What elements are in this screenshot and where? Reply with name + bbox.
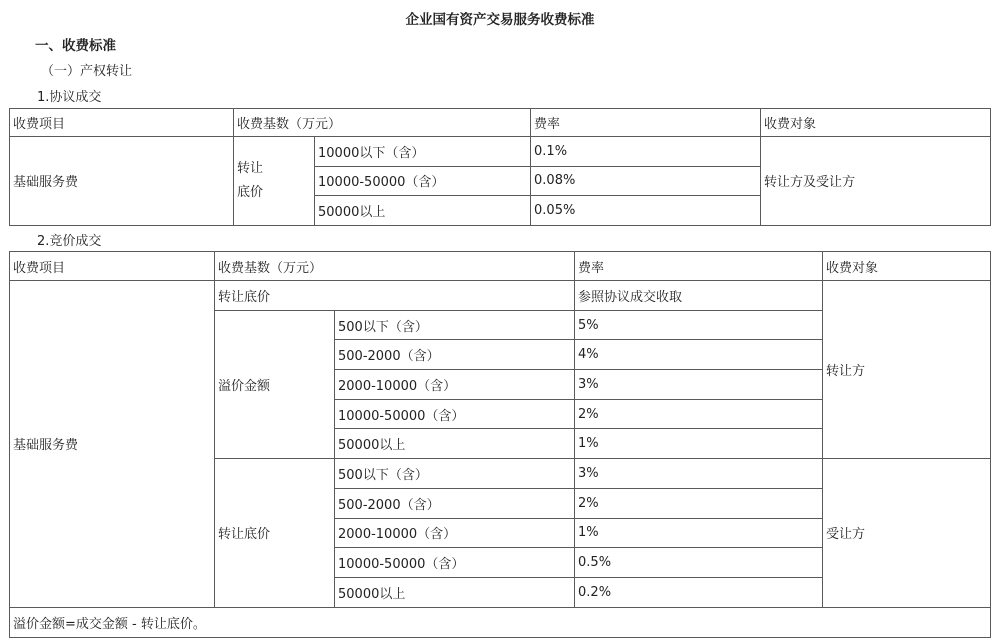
range-cell: 50000以上 — [315, 196, 531, 226]
range-cell: 500-2000（含） — [335, 340, 575, 370]
target-cell: 转让方 — [823, 281, 991, 459]
rate-cell: 1% — [575, 518, 823, 548]
range-cell: 50000以上 — [335, 429, 575, 459]
agreement-fee-table — [9, 108, 991, 226]
range-cell: 10000-50000（含） — [335, 548, 575, 578]
header-cell: 收费项目 — [10, 109, 234, 137]
range-cell: 10000以下（含） — [315, 137, 531, 167]
header-cell: 费率 — [575, 252, 823, 281]
range-cell: 500以下（含） — [335, 310, 575, 340]
header-cell: 收费基数（万元） — [215, 252, 575, 281]
rate-cell: 2% — [575, 488, 823, 518]
rate-cell: 5% — [575, 310, 823, 340]
range-cell: 50000以上 — [335, 577, 575, 607]
footnote-cell: 溢价金额=成交金额 - 转让底价。 — [10, 607, 991, 637]
rate-cell: 3% — [575, 459, 823, 489]
header-cell: 收费基数（万元） — [234, 109, 531, 137]
premium-label-cell: 溢价金额 — [215, 310, 335, 458]
rate-cell: 参照协议成交收取 — [575, 281, 823, 311]
auction-fee-table — [9, 251, 991, 638]
footnote-row — [10, 607, 991, 637]
header-cell: 费率 — [531, 109, 761, 137]
rate-cell: 0.05% — [531, 196, 761, 226]
range-cell: 2000-10000（含） — [335, 518, 575, 548]
range-cell: 10000-50000（含） — [335, 399, 575, 429]
section-heading: 一、收费标准 — [35, 38, 116, 54]
range-cell: 500-2000（含） — [335, 488, 575, 518]
fee-item-cell: 基础服务费 — [10, 281, 215, 608]
table-row — [10, 137, 991, 167]
target-cell: 转让方及受让方 — [761, 137, 991, 226]
rate-cell: 1% — [575, 429, 823, 459]
rate-cell: 0.08% — [531, 166, 761, 196]
rate-cell: 0.5% — [575, 548, 823, 578]
target-cell: 受让方 — [823, 459, 991, 607]
rate-cell: 3% — [575, 370, 823, 400]
rate-cell: 0.2% — [575, 577, 823, 607]
page-title: 企业国有资产交易服务收费标准 — [405, 12, 595, 28]
base-cell: 转让底价 — [215, 281, 575, 311]
reserve-label-cell: 转让底价 — [215, 459, 335, 607]
table-header-row — [10, 109, 991, 137]
range-cell: 500以下（含） — [335, 459, 575, 489]
rate-cell: 0.1% — [531, 137, 761, 167]
rate-cell: 2% — [575, 399, 823, 429]
header-cell: 收费对象 — [823, 252, 991, 281]
range-cell: 10000-50000（含） — [315, 166, 531, 196]
header-cell: 收费对象 — [761, 109, 991, 137]
agreement-deal-heading: 1.协议成交 — [37, 90, 102, 105]
header-cell: 收费项目 — [10, 252, 215, 281]
subsection-heading: （一）产权转让 — [41, 64, 133, 79]
table-row — [10, 281, 991, 311]
table-header-row — [10, 252, 991, 281]
base-label-cell: 转让 底价 — [234, 137, 315, 226]
auction-deal-heading: 2.竞价成交 — [37, 234, 102, 249]
rate-cell: 4% — [575, 340, 823, 370]
range-cell: 2000-10000（含） — [335, 370, 575, 400]
fee-item-cell: 基础服务费 — [10, 137, 234, 226]
